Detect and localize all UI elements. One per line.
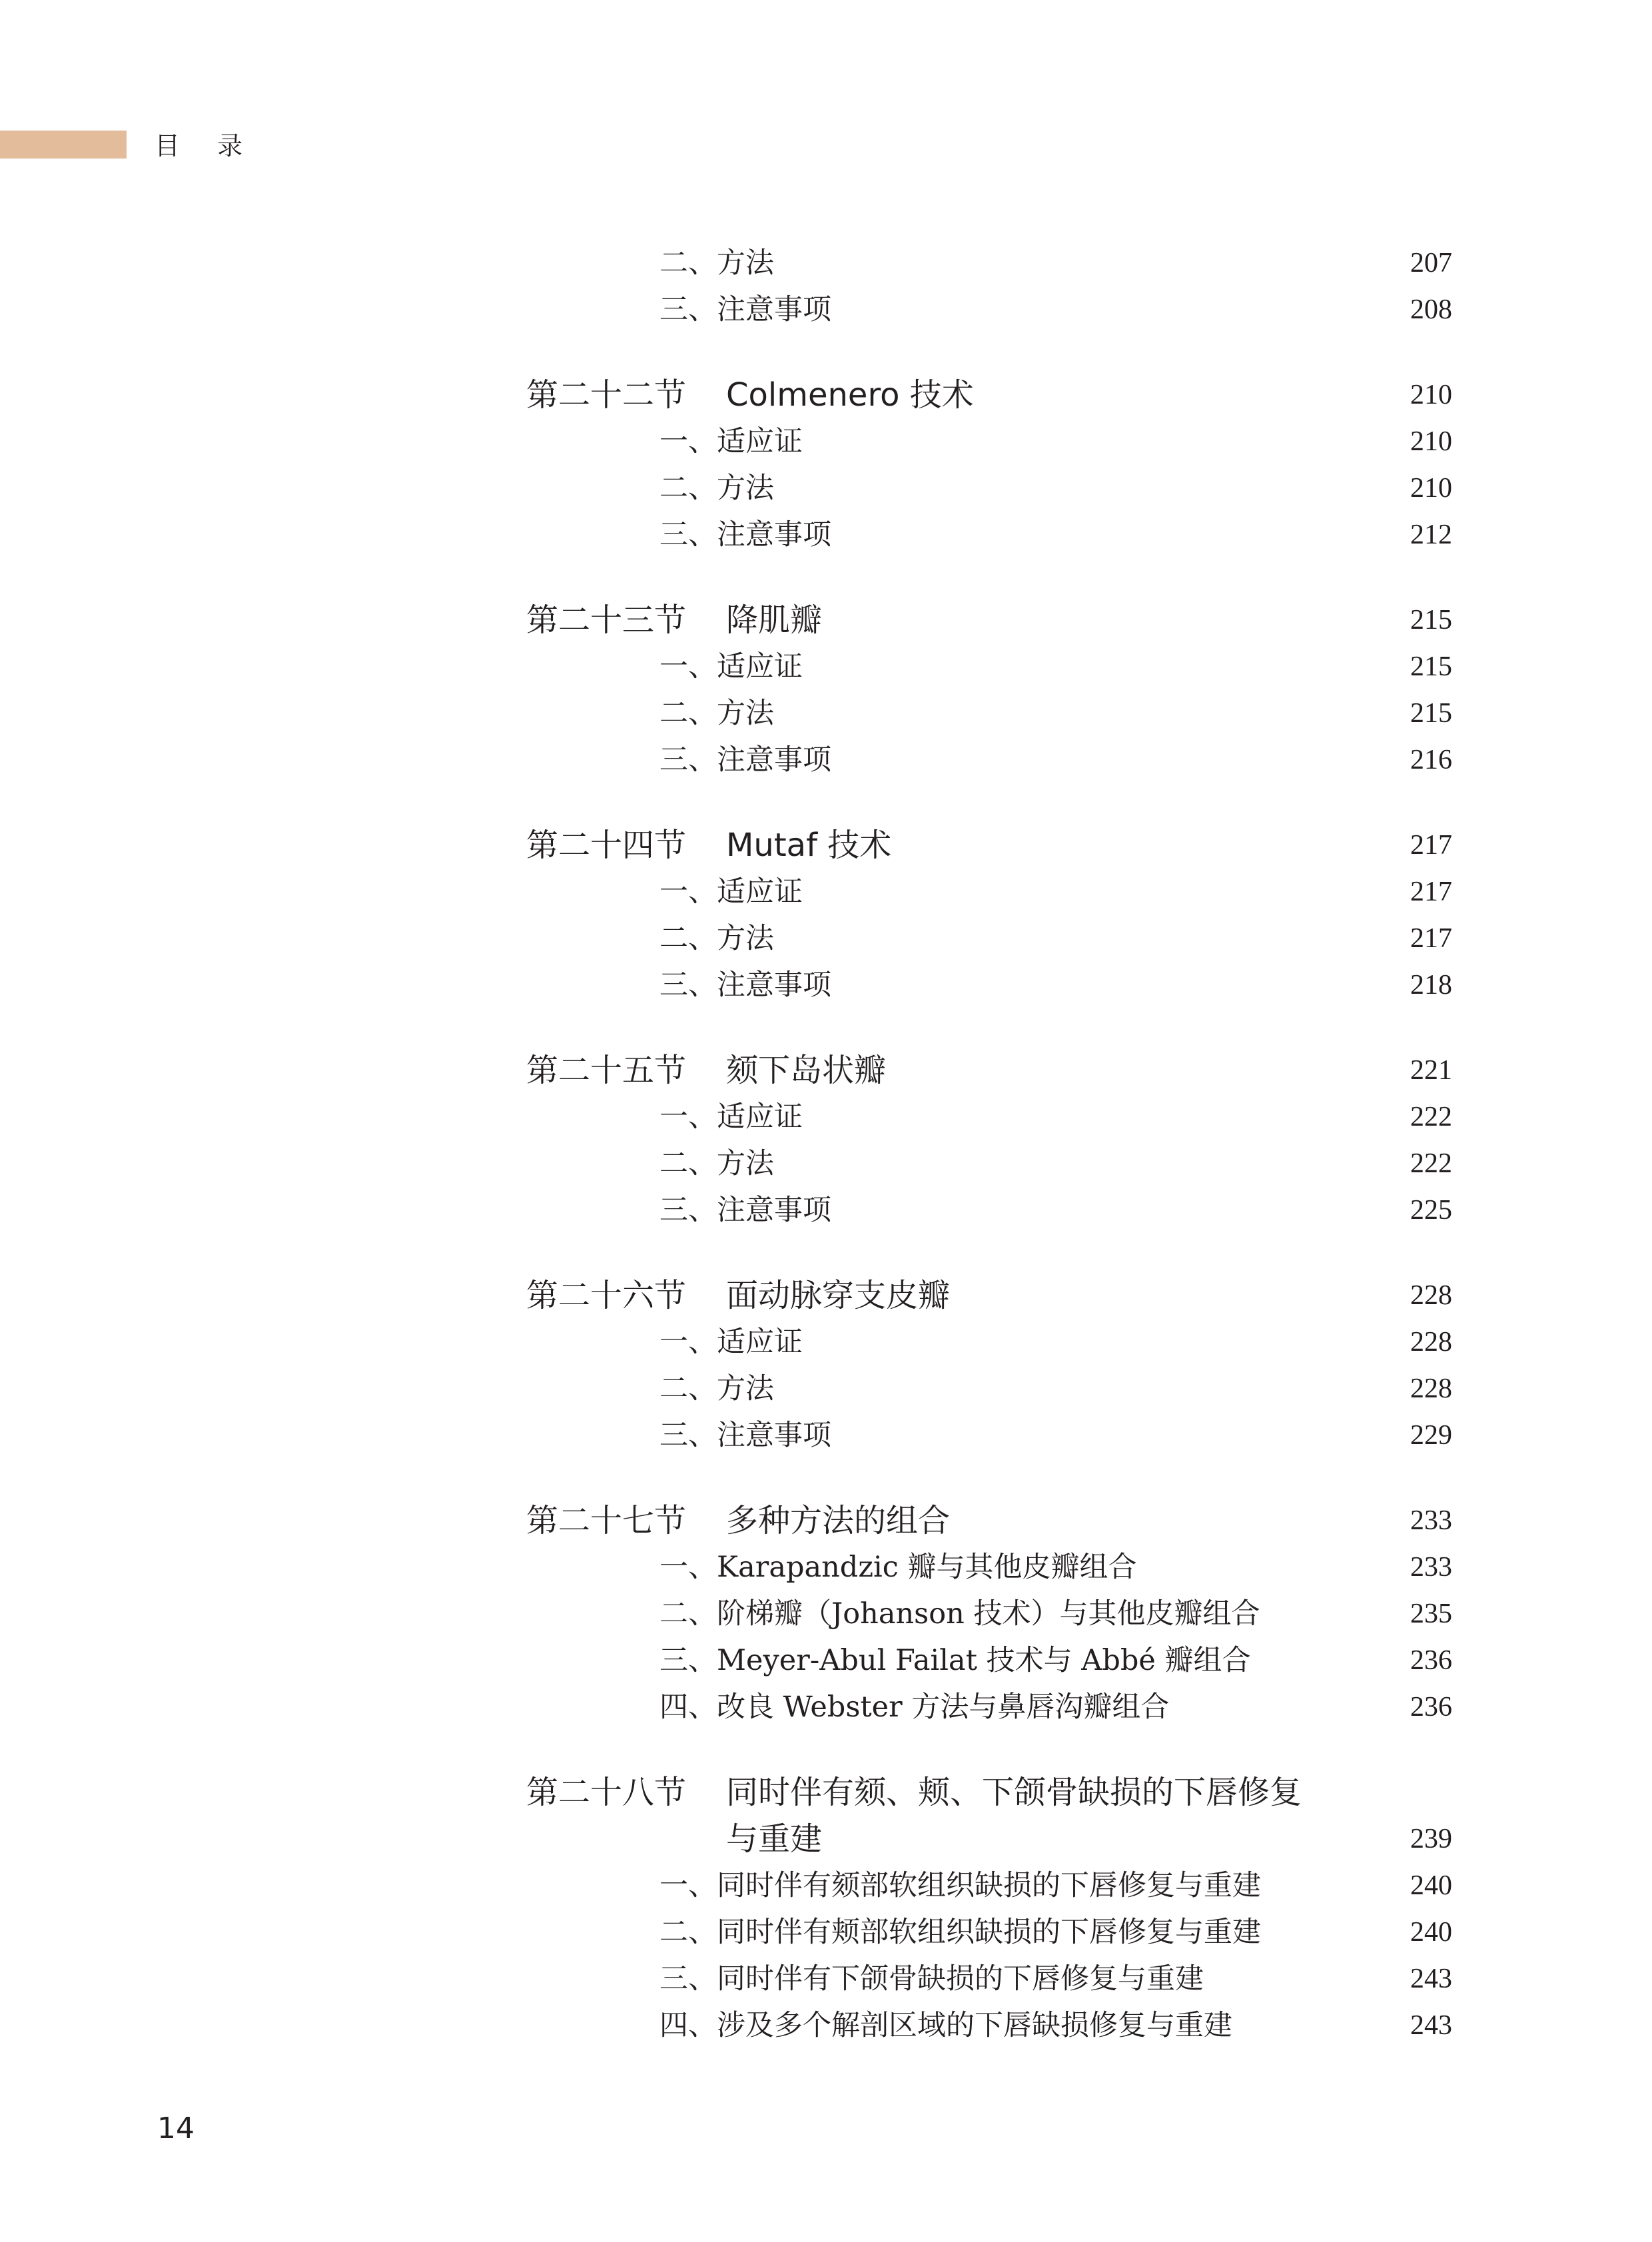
toc-item-page-number: 229 (1410, 1420, 1452, 1451)
toc-item-title: 一、Karapandzic 瓣与其他皮瓣组合 (659, 1551, 1137, 1584)
toc-item[interactable] (526, 1187, 1452, 1234)
toc-item-title: 三、注意事项 (659, 1194, 831, 1227)
toc-section-heading-continued[interactable] (526, 1816, 1452, 1862)
toc-item-title: 一、适应证 (659, 425, 803, 458)
toc-item-title: 二、方法 (659, 246, 774, 280)
page-number: 14 (157, 2111, 195, 2145)
toc-item-page-number: 210 (1410, 426, 1452, 457)
section-title: Mutaf 技术 (726, 827, 892, 864)
toc-item[interactable] (526, 1094, 1452, 1140)
toc-item-page-number: 216 (1410, 745, 1452, 775)
toc-item-page-number: 225 (1410, 1195, 1452, 1226)
section-title: 颏下岛状瓣 (726, 1052, 887, 1089)
toc-item[interactable] (526, 915, 1452, 962)
toc-section-heading[interactable] (526, 372, 1452, 418)
toc-section (526, 1047, 1452, 1234)
section-page-number: 228 (1410, 1280, 1452, 1311)
toc-section-heading[interactable] (526, 822, 1452, 869)
toc-item[interactable] (526, 690, 1452, 737)
toc-item-page-number: 243 (1410, 2010, 1452, 2041)
toc-section (526, 1769, 1452, 2049)
section-number: 第二十二节 (526, 376, 687, 414)
section-title: 同时伴有颏、颊、下颌骨缺损的下唇修复 (726, 1774, 1302, 1811)
section-title: 多种方法的组合 (726, 1502, 951, 1539)
section-title: Colmenero 技术 (726, 376, 974, 414)
toc-item[interactable] (526, 2002, 1452, 2049)
toc-item-page-number: 215 (1410, 698, 1452, 729)
toc-item-title: 一、适应证 (659, 1325, 803, 1359)
toc-item[interactable] (526, 1544, 1452, 1591)
toc-item-title: 二、同时伴有颊部软组织缺损的下唇修复与重建 (659, 1916, 1261, 1949)
section-page-number: 239 (1410, 1824, 1452, 1854)
toc-item-page-number: 218 (1410, 970, 1452, 1000)
toc-item-page-number: 240 (1410, 1870, 1452, 1901)
toc-section-heading[interactable] (526, 1047, 1452, 1094)
toc-item-title: 四、涉及多个解剖区域的下唇缺损修复与重建 (659, 2009, 1232, 2042)
toc-item[interactable] (526, 512, 1452, 558)
section-number: 第二十七节 (526, 1502, 687, 1539)
toc-item-title: 三、注意事项 (659, 743, 831, 777)
section-title-continued: 与重建 (726, 1820, 823, 1858)
toc-item-page-number: 217 (1410, 923, 1452, 954)
section-number: 第二十六节 (526, 1277, 687, 1314)
toc-item-page-number: 208 (1410, 294, 1452, 325)
toc-section (526, 822, 1452, 1008)
toc-item-page-number: 222 (1410, 1102, 1452, 1132)
header-title: 目 录 (155, 131, 258, 161)
toc-item-title: 三、注意事项 (659, 518, 831, 552)
toc-item-page-number: 210 (1410, 473, 1452, 504)
toc-item-title: 二、阶梯瓣（Johanson 技术）与其他皮瓣组合 (659, 1597, 1260, 1631)
toc-item[interactable] (526, 869, 1452, 915)
toc-item-title: 三、同时伴有下颌骨缺损的下唇修复与重建 (659, 1962, 1204, 1996)
toc-item-page-number: 233 (1410, 1552, 1452, 1583)
toc-item[interactable] (526, 962, 1452, 1008)
toc-item-page-number: 236 (1410, 1692, 1452, 1722)
toc-item[interactable] (526, 1412, 1452, 1459)
toc-item-title: 三、注意事项 (659, 968, 831, 1002)
section-title: 面动脉穿支皮瓣 (726, 1277, 951, 1314)
toc-item-page-number: 222 (1410, 1148, 1452, 1179)
toc-item-title: 二、方法 (659, 1372, 774, 1405)
toc-item[interactable] (526, 418, 1452, 465)
toc-item[interactable] (526, 1956, 1452, 2002)
section-page-number: 215 (1410, 605, 1452, 635)
toc-item-title: 一、适应证 (659, 1100, 803, 1134)
toc-item[interactable] (526, 1365, 1452, 1412)
toc-section (526, 240, 1452, 333)
section-page-number: 221 (1410, 1055, 1452, 1086)
toc-item[interactable] (526, 1684, 1452, 1730)
toc-item-page-number: 236 (1410, 1645, 1452, 1676)
toc-item[interactable] (526, 1637, 1452, 1684)
header-accent-bar (0, 131, 127, 159)
toc-section (526, 372, 1452, 558)
toc-item[interactable] (526, 643, 1452, 690)
toc-item-title: 二、方法 (659, 922, 774, 955)
toc-item-title: 三、Meyer-Abul Failat 技术与 Abbé 瓣组合 (659, 1644, 1251, 1677)
toc-item-title: 一、同时伴有颏部软组织缺损的下唇修复与重建 (659, 1869, 1261, 1902)
toc-item-title: 三、注意事项 (659, 293, 831, 326)
toc-item-page-number: 243 (1410, 1964, 1452, 1994)
toc-item[interactable] (526, 737, 1452, 783)
section-number: 第二十五节 (526, 1052, 687, 1089)
section-title: 降肌瓣 (726, 601, 823, 639)
section-page-number: 210 (1410, 380, 1452, 410)
toc-item-title: 三、注意事项 (659, 1419, 831, 1452)
toc-item-page-number: 207 (1410, 248, 1452, 278)
toc-section-heading[interactable] (526, 597, 1452, 643)
toc-item-title: 一、适应证 (659, 875, 803, 909)
section-number: 第二十四节 (526, 827, 687, 864)
section-number: 第二十三节 (526, 601, 687, 639)
toc-item[interactable] (526, 465, 1452, 512)
toc-item[interactable] (526, 1862, 1452, 1909)
toc-item-page-number: 217 (1410, 877, 1452, 907)
toc-item-page-number: 212 (1410, 520, 1452, 550)
toc-item-title: 一、适应证 (659, 650, 803, 683)
toc-item[interactable] (526, 1140, 1452, 1187)
toc-section-heading[interactable] (526, 1769, 1452, 1816)
toc-item-page-number: 215 (1410, 651, 1452, 682)
section-page-number: 233 (1410, 1505, 1452, 1536)
toc-item-title: 二、方法 (659, 697, 774, 730)
toc-item[interactable] (526, 1909, 1452, 1956)
toc-section-heading[interactable] (526, 1272, 1452, 1319)
toc-item[interactable] (526, 1591, 1452, 1637)
toc-section (526, 1272, 1452, 1459)
toc-item-page-number: 228 (1410, 1327, 1452, 1357)
toc-item[interactable] (526, 286, 1452, 333)
toc-item-page-number: 240 (1410, 1917, 1452, 1948)
toc-item[interactable] (526, 240, 1452, 286)
toc-item[interactable] (526, 1319, 1452, 1365)
toc-item-page-number: 235 (1410, 1599, 1452, 1629)
section-number: 第二十八节 (526, 1774, 687, 1811)
toc-item-title: 四、改良 Webster 方法与鼻唇沟瓣组合 (659, 1690, 1170, 1724)
toc-section (526, 597, 1452, 783)
table-of-contents (526, 240, 1452, 2087)
section-page-number: 217 (1410, 830, 1452, 861)
toc-item-page-number: 228 (1410, 1373, 1452, 1404)
toc-item-title: 二、方法 (659, 1147, 774, 1180)
toc-item-title: 二、方法 (659, 472, 774, 505)
toc-section (526, 1497, 1452, 1730)
toc-section-heading[interactable] (526, 1497, 1452, 1544)
